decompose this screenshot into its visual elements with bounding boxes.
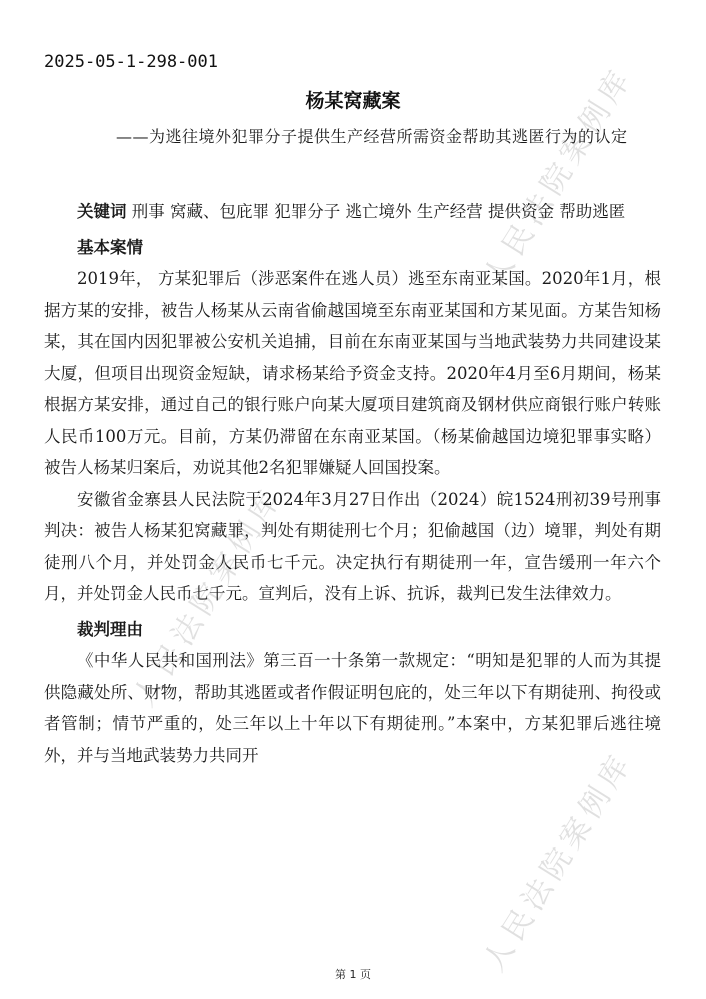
section-heading-facts: 基本案情 bbox=[77, 237, 143, 257]
section-heading-reasoning: 裁判理由 bbox=[77, 619, 143, 639]
page-number: 第 1 页 bbox=[335, 968, 371, 981]
reasoning-paragraph-1: 《中华人民共和国刑法》第三百一十条第一款规定：“明知是犯罪的人而为其提供隐藏处所、财物，帮助其逃匿或者作假证明包庇的，处三年以下有期徒刑、拘役或者管制；情节严重的，处三年以上十年以下有期徒刑。”本案中，方某犯罪后逃往境外，并与当地武装势力共同开 bbox=[44, 651, 661, 765]
facts-paragraph-1: 2019年， 方某犯罪后（涉恶案件在逃人员）逃至东南亚某国。2020年1月，根据方某的安排，被告人杨某从云南省偷越国境至东南亚某国和方某见面。方某告知杨某，其在国内因犯罪被公安机关追捕，目前在东南亚某国与当地武装势力共同建设某大厦，但项目出现资金短缺，请求杨某给予资金支持。2020年4月至6月期间，杨某根据方某安排，通过自己的银行账户向某大厦项目建筑商及钢材供应商银行账户转账人民币100万元。目前，方某仍滞留在东南亚某国。（杨某偷越国边境犯罪事实略）被告人杨某归案后，劝说其他2名犯罪嫌疑人回国投案。 bbox=[44, 269, 661, 477]
facts-paragraph-2: 安徽省金寨县人民法院于2024年3月27日作出（2024）皖1524刑初39号刑事判决：被告人杨某犯窝藏罪，判处有期徒刑七个月；犯偷越国（边）境罪，判处有期徒刑八个月，并处罚金人民币七千元。决定执行有期徒刑一年，宣告缓刑一年六个月，并处罚金人民币七千元。宣判后，没有上诉、抗诉，裁判已发生法律效力。 bbox=[44, 489, 661, 603]
watermark: 人民法院案例库 bbox=[476, 745, 641, 978]
case-title: 杨某窝藏案 bbox=[305, 90, 401, 112]
keywords-text: 刑事 窝藏、包庇罪 犯罪分子 逃亡境外 生产经营 提供资金 帮助逃匿 bbox=[126, 202, 626, 221]
document-id: 2025-05-1-298-001 bbox=[44, 52, 218, 72]
case-subtitle: ——为逃往境外犯罪分子提供生产经营所需资金帮助其逃匿行为的认定 bbox=[116, 127, 628, 146]
keywords-paragraph bbox=[44, 196, 661, 228]
watermark: 人民法院案例库 bbox=[126, 480, 291, 713]
document-body bbox=[44, 196, 661, 771]
keywords-label: 关键词 bbox=[77, 202, 127, 221]
watermark: 人民法院案例库 bbox=[476, 60, 641, 293]
